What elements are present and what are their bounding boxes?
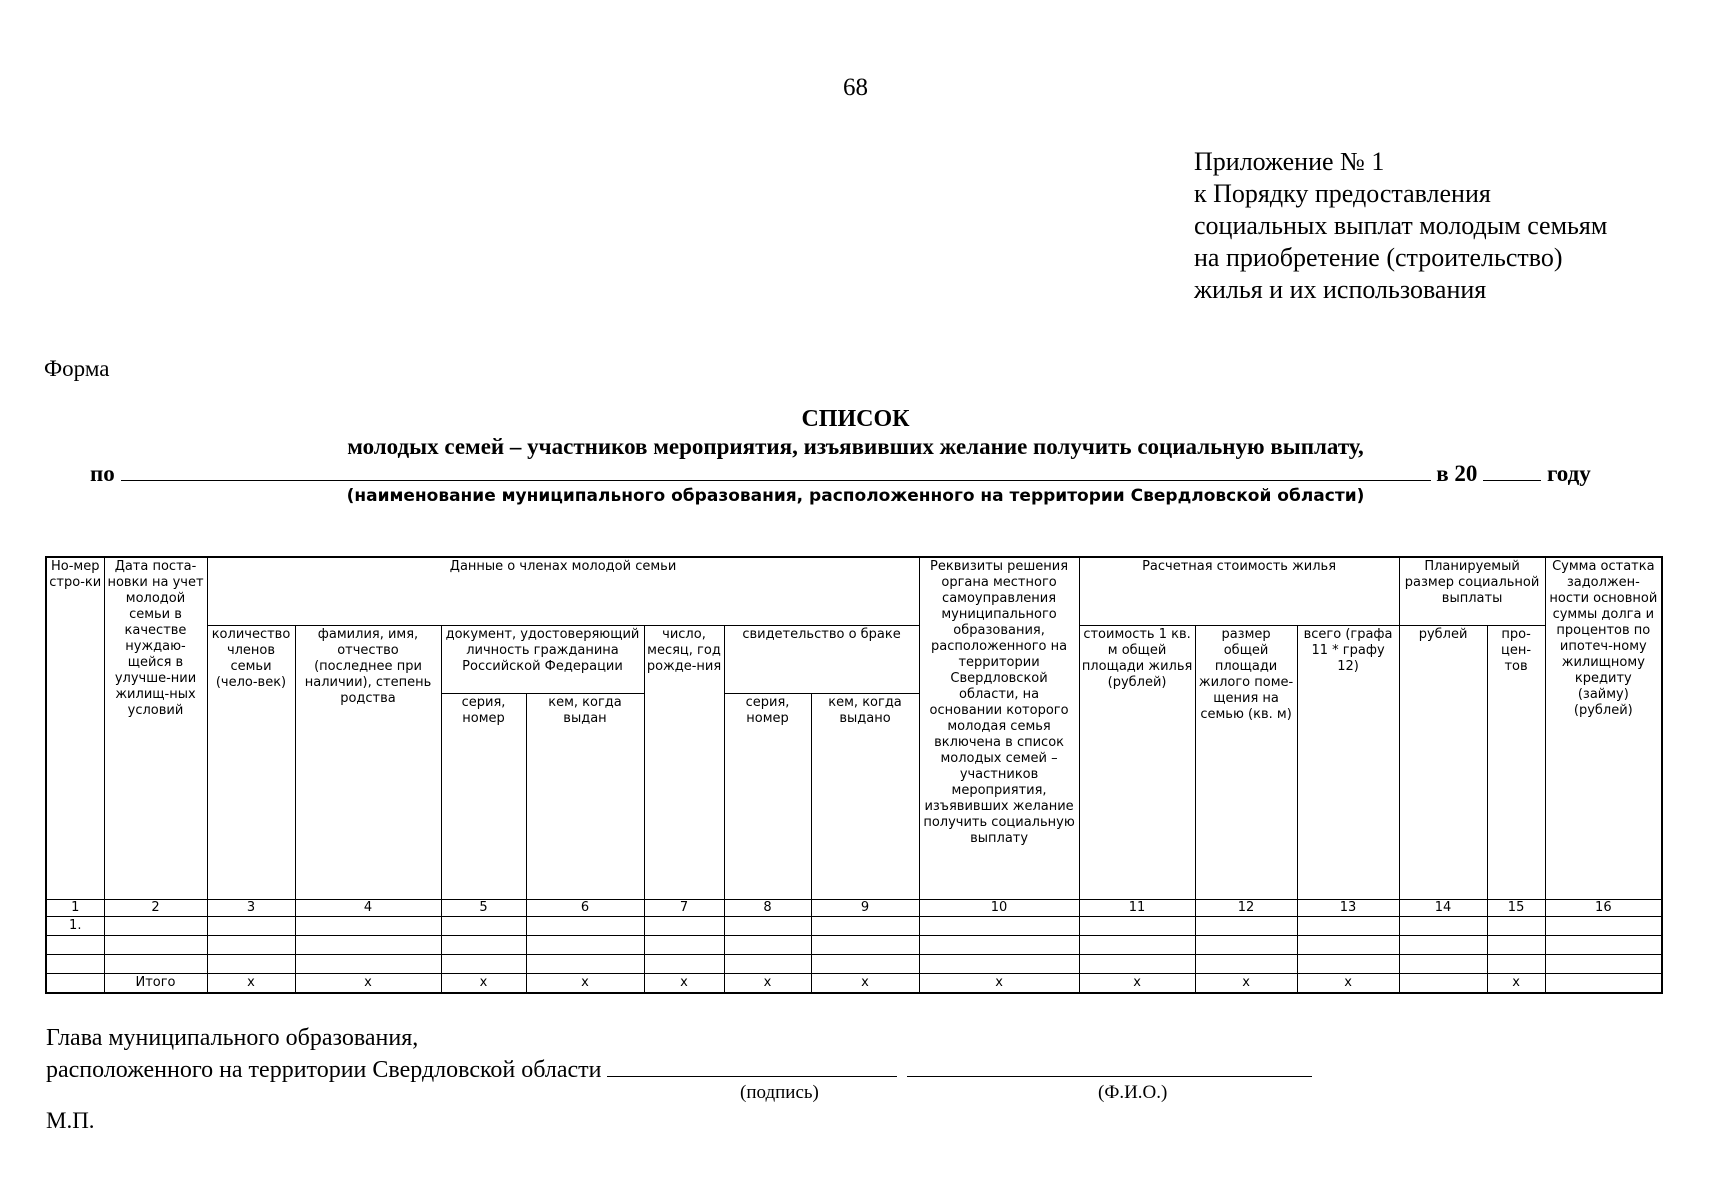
header-area-size: размер общей площади жилого поме-щения на семью (кв. м) — [1195, 625, 1297, 899]
total-mark: x — [1195, 973, 1297, 993]
appendix-line-4: на приобретение (строительство) — [1194, 243, 1563, 272]
total-mark: x — [441, 973, 526, 993]
table-cell — [1079, 916, 1195, 935]
table-cell — [207, 916, 295, 935]
column-number: 2 — [104, 899, 207, 916]
header-family-data: Данные о членах молодой семьи — [207, 557, 919, 625]
municipality-caption: (наименование муниципального образования, расположенного на территории Свердловской области) — [346, 486, 1365, 506]
table-cell — [526, 935, 644, 954]
table-cell — [724, 954, 811, 973]
table-cell — [46, 935, 104, 954]
column-number: 14 — [1399, 899, 1487, 916]
header-birth-date: число, месяц, год рожде-ния — [644, 625, 724, 899]
table-cell — [1399, 935, 1487, 954]
table-cell — [104, 916, 207, 935]
header-cert-issued: кем, когда выдано — [811, 693, 919, 899]
municipality-blank — [121, 460, 1431, 481]
table-cell — [1487, 954, 1545, 973]
header-marriage-cert: свидетельство о браке — [724, 625, 919, 693]
column-number: 8 — [724, 899, 811, 916]
table-cell — [644, 935, 724, 954]
header-rubles: рублей — [1399, 625, 1487, 899]
table-cell — [1545, 973, 1662, 993]
table-cell — [1399, 954, 1487, 973]
column-number: 9 — [811, 899, 919, 916]
total-mark: x — [526, 973, 644, 993]
appendix-line-3: социальных выплат молодым семьям — [1194, 211, 1608, 240]
header-doc-series: серия, номер — [441, 693, 526, 899]
header-planned-payment: Планируемый размер социальной выплаты — [1399, 557, 1545, 625]
form-label: Форма — [44, 356, 110, 381]
year-prefix: в 20 — [1436, 461, 1478, 486]
full-name-caption: (Ф.И.О.) — [1098, 1082, 1168, 1103]
table-cell — [1079, 954, 1195, 973]
appendix-block — [1194, 146, 1607, 306]
signature-blank — [607, 1054, 897, 1077]
header-decision-details: Реквизиты решения органа местного самоуправления муниципального образования, расположенного на территории Свердловской области, на основании которого молодая семья включена в список молодых семей – участников мероприятия, изъявивших желание получить социальную выплату — [919, 557, 1079, 899]
row-number: 1. — [46, 916, 104, 935]
families-list-table — [45, 556, 1663, 994]
total-mark: x — [1297, 973, 1399, 993]
table-cell — [1545, 916, 1662, 935]
table-cell — [644, 954, 724, 973]
header-housing-cost: Расчетная стоимость жилья — [1079, 557, 1399, 625]
table-cell — [295, 916, 441, 935]
header-debt-balance: Сумма остатка задолжен-ности основной суммы долга и процентов по ипотеч-ному жилищному кредиту (займу) (рублей) — [1545, 557, 1662, 899]
table-cell — [526, 954, 644, 973]
header-row-number: Но-мер стро-ки — [46, 557, 104, 899]
total-mark: x — [207, 973, 295, 993]
appendix-line-2: к Порядку предоставления — [1194, 179, 1491, 208]
table-cell — [526, 916, 644, 935]
table-cell — [919, 916, 1079, 935]
table-row — [46, 954, 1662, 973]
column-number: 15 — [1487, 899, 1545, 916]
table-cell — [441, 935, 526, 954]
column-number: 16 — [1545, 899, 1662, 916]
table-cell — [1297, 935, 1399, 954]
table-cell — [46, 973, 104, 993]
column-number: 5 — [441, 899, 526, 916]
total-mark: x — [724, 973, 811, 993]
table-cell — [1487, 916, 1545, 935]
appendix-line-1: Приложение № 1 — [1194, 147, 1385, 176]
column-number: 4 — [295, 899, 441, 916]
column-number: 10 — [919, 899, 1079, 916]
table-row — [46, 935, 1662, 954]
column-number: 11 — [1079, 899, 1195, 916]
total-mark: x — [295, 973, 441, 993]
total-mark: x — [1079, 973, 1195, 993]
page-number: 68 — [843, 74, 868, 101]
table-cell — [811, 916, 919, 935]
header-doc-issued: кем, когда выдан — [526, 693, 644, 899]
table-cell — [295, 935, 441, 954]
table-cell — [1487, 935, 1545, 954]
year-suffix: году — [1546, 461, 1591, 486]
header-percent: про-цен-тов — [1487, 625, 1545, 899]
stamp-label: М.П. — [46, 1108, 95, 1133]
header-cert-series: серия, номер — [724, 693, 811, 899]
column-number: 12 — [1195, 899, 1297, 916]
header-total: всего (графа 11 * графу 12) — [1297, 625, 1399, 899]
column-number: 6 — [526, 899, 644, 916]
year-blank — [1483, 460, 1541, 481]
po-prefix: по — [90, 461, 115, 486]
table-cell — [1195, 954, 1297, 973]
table-cell — [1545, 935, 1662, 954]
table-cell — [1399, 916, 1487, 935]
total-mark: x — [811, 973, 919, 993]
column-number: 7 — [644, 899, 724, 916]
column-numbers-row — [46, 899, 1662, 916]
table-cell — [1195, 935, 1297, 954]
document-title: СПИСОК — [801, 406, 910, 432]
header-members-count: количество членов семьи (чело-век) — [207, 625, 295, 899]
header-full-name: фамилия, имя, отчество (последнее при наличии), степень родства — [295, 625, 441, 899]
table-row — [46, 916, 1662, 935]
table-cell — [1399, 973, 1487, 993]
header-identity-doc: документ, удостоверяющий личность гражданина Российской Федерации — [441, 625, 644, 693]
table-cell — [919, 935, 1079, 954]
table-cell — [46, 954, 104, 973]
table-cell — [811, 935, 919, 954]
signature-block — [46, 1023, 1312, 1086]
table-cell — [919, 954, 1079, 973]
header-cost-per-sqm: стоимость 1 кв. м общей площади жилья (рублей) — [1079, 625, 1195, 899]
total-mark: x — [644, 973, 724, 993]
table-cell — [1195, 916, 1297, 935]
municipality-line — [90, 460, 1615, 487]
column-number: 1 — [46, 899, 104, 916]
table-cell — [207, 954, 295, 973]
total-mark: x — [1487, 973, 1545, 993]
table-cell — [104, 954, 207, 973]
full-name-blank — [907, 1054, 1312, 1077]
table-cell — [1079, 935, 1195, 954]
table-cell — [644, 916, 724, 935]
total-mark: x — [919, 973, 1079, 993]
table-cell — [441, 954, 526, 973]
table-cell — [1297, 916, 1399, 935]
signature-caption: (подпись) — [740, 1082, 819, 1103]
table-cell — [724, 935, 811, 954]
table-cell — [1297, 954, 1399, 973]
appendix-line-5: жилья и их использования — [1194, 275, 1487, 304]
table-cell — [104, 935, 207, 954]
table-cell — [207, 935, 295, 954]
document-subtitle: молодых семей – участников мероприятия, изъявивших желание получить социальную выплату, — [347, 434, 1364, 459]
column-number: 3 — [207, 899, 295, 916]
header-registration-date: Дата поста-новки на учет молодой семьи в качестве нуждаю-щейся в улучше-нии жилищ-ных условий — [104, 557, 207, 899]
signature-position: расположенного на территории Свердловской области — [46, 1057, 602, 1083]
total-label: Итого — [104, 973, 207, 993]
table-cell — [441, 916, 526, 935]
column-number: 13 — [1297, 899, 1399, 916]
table-cell — [1545, 954, 1662, 973]
table-cell — [811, 954, 919, 973]
table-cell — [724, 916, 811, 935]
total-row — [46, 973, 1662, 993]
signature-line-1: Глава муниципального образования, — [46, 1025, 419, 1051]
table-cell — [295, 954, 441, 973]
